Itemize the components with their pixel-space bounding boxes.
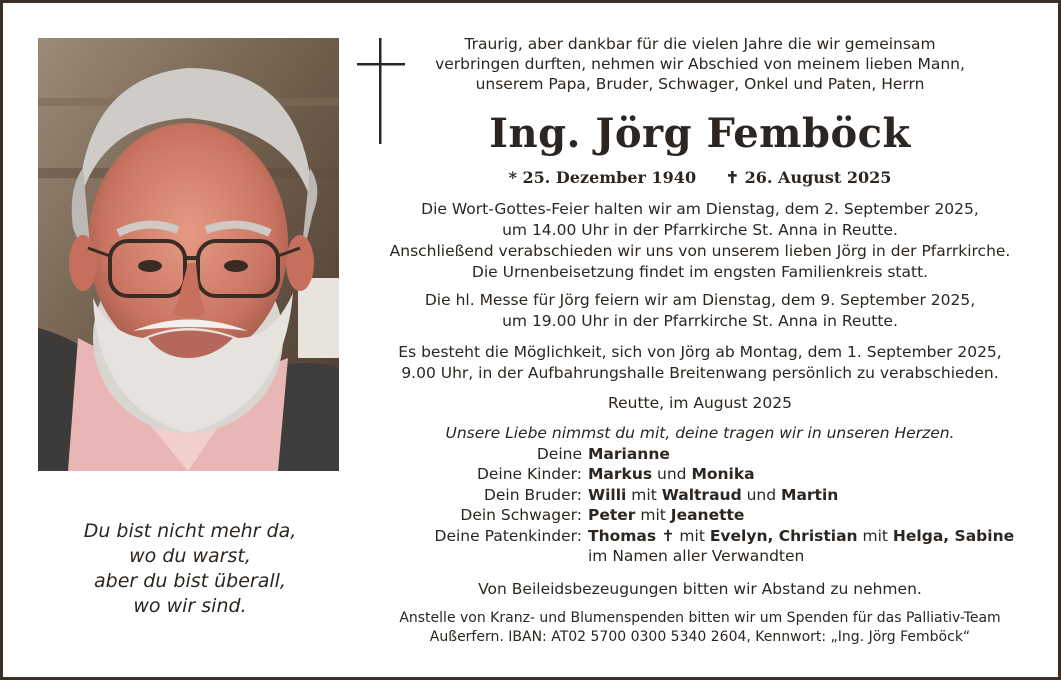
conjunction: mit xyxy=(635,506,671,525)
verse-line: wo wir sind. xyxy=(133,595,247,617)
text-line: Die Wort-Gottes-Feier halten wir am Dienstag, dem 2. September 2025, xyxy=(421,200,979,218)
life-dates xyxy=(370,167,1030,189)
family-name: Jeanette xyxy=(670,506,745,525)
text-line: Anschließend verabschieden wir uns von unserem lieben Jörg in der Pfarrkirche. xyxy=(389,242,1011,260)
text-line: Außerfern. IBAN: AT02 5700 0300 5340 2604, Kennwort: „Ing. Jörg Femböck“ xyxy=(429,629,971,645)
deceased-name: Ing. Jörg Femböck xyxy=(489,110,911,157)
farewell-paragraph xyxy=(370,342,1030,384)
family-name: Thomas ✝ xyxy=(588,526,675,545)
family-label: Deine xyxy=(536,445,582,463)
intro-text xyxy=(370,34,1030,94)
family-name: Willi xyxy=(588,485,627,504)
text-line: Die Urnenbeisetzung findet im engsten Familienkreis statt. xyxy=(471,263,929,281)
memorial-verse xyxy=(40,519,340,619)
family-name: Helga, Sabine xyxy=(892,526,1015,545)
family-name: Marianne xyxy=(588,445,670,463)
conjunction: mit xyxy=(674,526,710,545)
conjunction: mit xyxy=(626,485,662,504)
family-row-relatives xyxy=(380,546,1040,566)
mass-paragraph xyxy=(370,290,1030,332)
verse-line: Du bist nicht mehr da, xyxy=(83,520,297,542)
family-label: Dein Schwager: xyxy=(460,506,582,525)
family-list xyxy=(380,444,1040,566)
place-date: Reutte, im August 2025 xyxy=(608,394,792,412)
text-line: Es besteht die Möglichkeit, sich von Jörg ab Montag, dem 1. September 2025, xyxy=(398,343,1002,361)
conjunction: und xyxy=(741,485,782,504)
family-name: Markus xyxy=(588,465,653,484)
family-name: Waltraud xyxy=(661,485,742,504)
service-paragraph xyxy=(370,199,1030,283)
donation-note xyxy=(370,609,1030,647)
intro-line: Traurig, aber dankbar für die vielen Jahre die wir gemeinsam xyxy=(464,35,936,53)
family-label: Dein Bruder: xyxy=(483,485,582,504)
text-line: Anstelle von Kranz- und Blumenspenden bitten wir um Spenden für das Palliativ-Team xyxy=(399,610,1001,626)
conjunction: mit xyxy=(857,526,893,545)
text-line: 9.00 Uhr, in der Aufbahrungshalle Breitenwang persönlich zu verabschieden. xyxy=(401,364,999,382)
verse-line: aber du bist überall, xyxy=(94,570,286,592)
family-row-kids xyxy=(380,464,1040,484)
intro-line: unserem Papa, Bruder, Schwager, Onkel und Paten, Herrn xyxy=(475,75,925,93)
intro-line: verbringen durften, nehmen wir Abschied von meinem lieben Mann, xyxy=(435,55,965,73)
family-name: Martin xyxy=(781,485,839,504)
family-name: Peter xyxy=(588,506,636,525)
family-row-wife xyxy=(380,444,1040,464)
family-row-godkids xyxy=(380,526,1040,546)
family-row-brother xyxy=(380,485,1040,505)
family-label: Deine Patenkinder: xyxy=(434,526,582,545)
text-line: um 14.00 Uhr in der Pfarrkirche St. Anna in Reutte. xyxy=(502,221,898,239)
text-line: um 19.00 Uhr in der Pfarrkirche St. Anna in Reutte. xyxy=(502,312,898,330)
birth-date: * 25. Dezember 1940 xyxy=(508,168,697,187)
family-label: Deine Kinder: xyxy=(476,465,582,484)
family-row-inlaw xyxy=(380,505,1040,525)
family-name: Evelyn, Christian xyxy=(709,526,858,545)
verse-line: wo du warst, xyxy=(129,545,251,567)
text-line: Die hl. Messe für Jörg feiern wir am Dienstag, dem 9. September 2025, xyxy=(424,291,976,309)
family-name: Monika xyxy=(691,465,755,484)
family-label-empty xyxy=(380,546,588,566)
portrait-photo xyxy=(38,38,339,471)
death-date: ✝ 26. August 2025 xyxy=(725,168,892,187)
relatives-text: im Namen aller Verwandten xyxy=(588,547,805,566)
condolence-note: Von Beileidsbezeugungen bitten wir Abstand zu nehmen. xyxy=(478,580,922,598)
motto: Unsere Liebe nimmst du mit, deine tragen wir in unseren Herzen. xyxy=(445,424,955,442)
conjunction: und xyxy=(652,465,692,484)
